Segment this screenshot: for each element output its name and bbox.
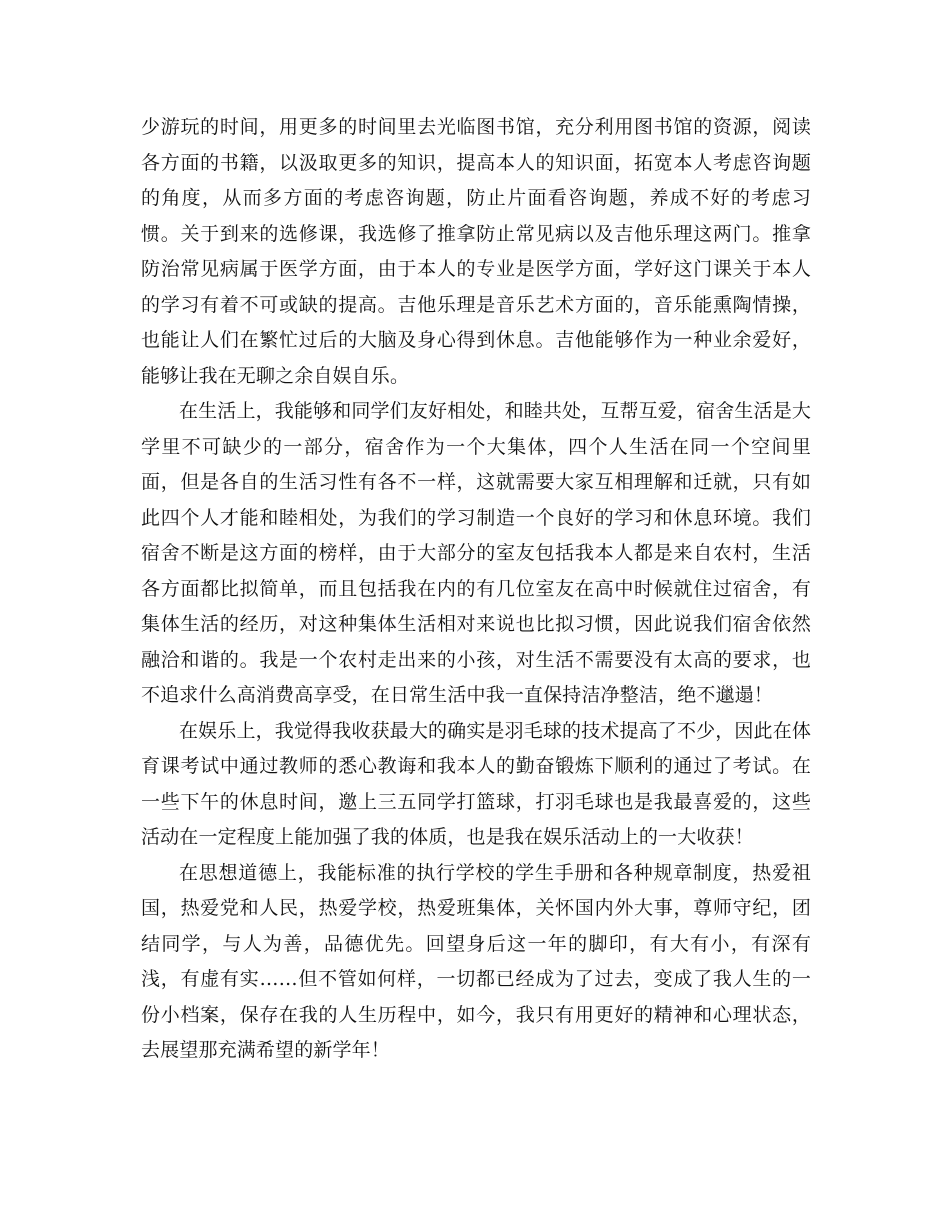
paragraph-morality: 在思想道德上，我能标准的执行学校的学生手册和各种规章制度，热爱祖国，热爱党和人民，热爱学校，热爱班集体，关怀国内外大事，尊师守纪，团结同学，与人为善，品德优先。回望身后这一年的脚印，有大有小，有深有浅，有虚有实……但不管如何样，一切都已经成为了过去，变成了我人生的一份小档案，保存在我的人生历程中，如今，我只有用更好的精神和心理状态，去展望那充满希望的新学年！ [141, 861, 811, 1061]
paragraph-entertainment: 在娱乐上，我觉得我收获最大的确实是羽毛球的技术提高了不少，因此在体育课考试中通过教师的悉心教诲和我本人的勤奋锻炼下顺利的通过了考试。在一些下午的休息时间，邀上三五同学打篮球，打羽毛球也是我最喜爱的，这些活动在一定程度上能加强了我的体质，也是我在娱乐活动上的一大收获！ [141, 719, 811, 848]
paragraph-life: 在生活上，我能够和同学们友好相处，和睦共处，互帮互爱，宿舍生活是大学里不可缺少的一部分，宿舍作为一个大集体，四个人生活在同一个空间里面，但是各自的生活习性有各不一样，这就需要大家互相理解和迁就，只有如此四个人才能和睦相处，为我们的学习制造一个良好的学习和休息环境。我们宿舍不断是这方面的榜样，由于大部分的室友包括我本人都是来自农村，生活各方面都比拟简单，而且包括我在内的有几位室友在高中时候就住过宿舍，有集体生活的经历，对这种集体生活相对来说也比拟习惯，因此说我们宿舍依然融洽和谐的。我是一个农村走出来的小孩，对生活不需要没有太高的要求，也不追求什么高消费高享受，在日常生活中我一直保持洁净整洁，绝不邋遢！ [141, 400, 811, 706]
body-text [141, 110, 811, 1069]
paragraph-study: 少游玩的时间，用更多的时间里去光临图书馆，充分利用图书馆的资源，阅读各方面的书籍，以汲取更多的知识，提高本人的知识面，拓宽本人考虑咨询题的角度，从而多方面的考虑咨询题，防止片面看咨询题，养成不好的考虑习惯。关于到来的选修课，我选修了推拿防止常见病以及吉他乐理这两门。推拿防治常见病属于医学方面，由于本人的专业是医学方面，学好这门课关于本人的学习有着不可或缺的提高。吉他乐理是音乐艺术方面的，音乐能熏陶情操，也能让人们在繁忙过后的大脑及身心得到休息。吉他能够作为一种业余爱好，能够让我在无聊之余自娱自乐。 [141, 116, 811, 387]
